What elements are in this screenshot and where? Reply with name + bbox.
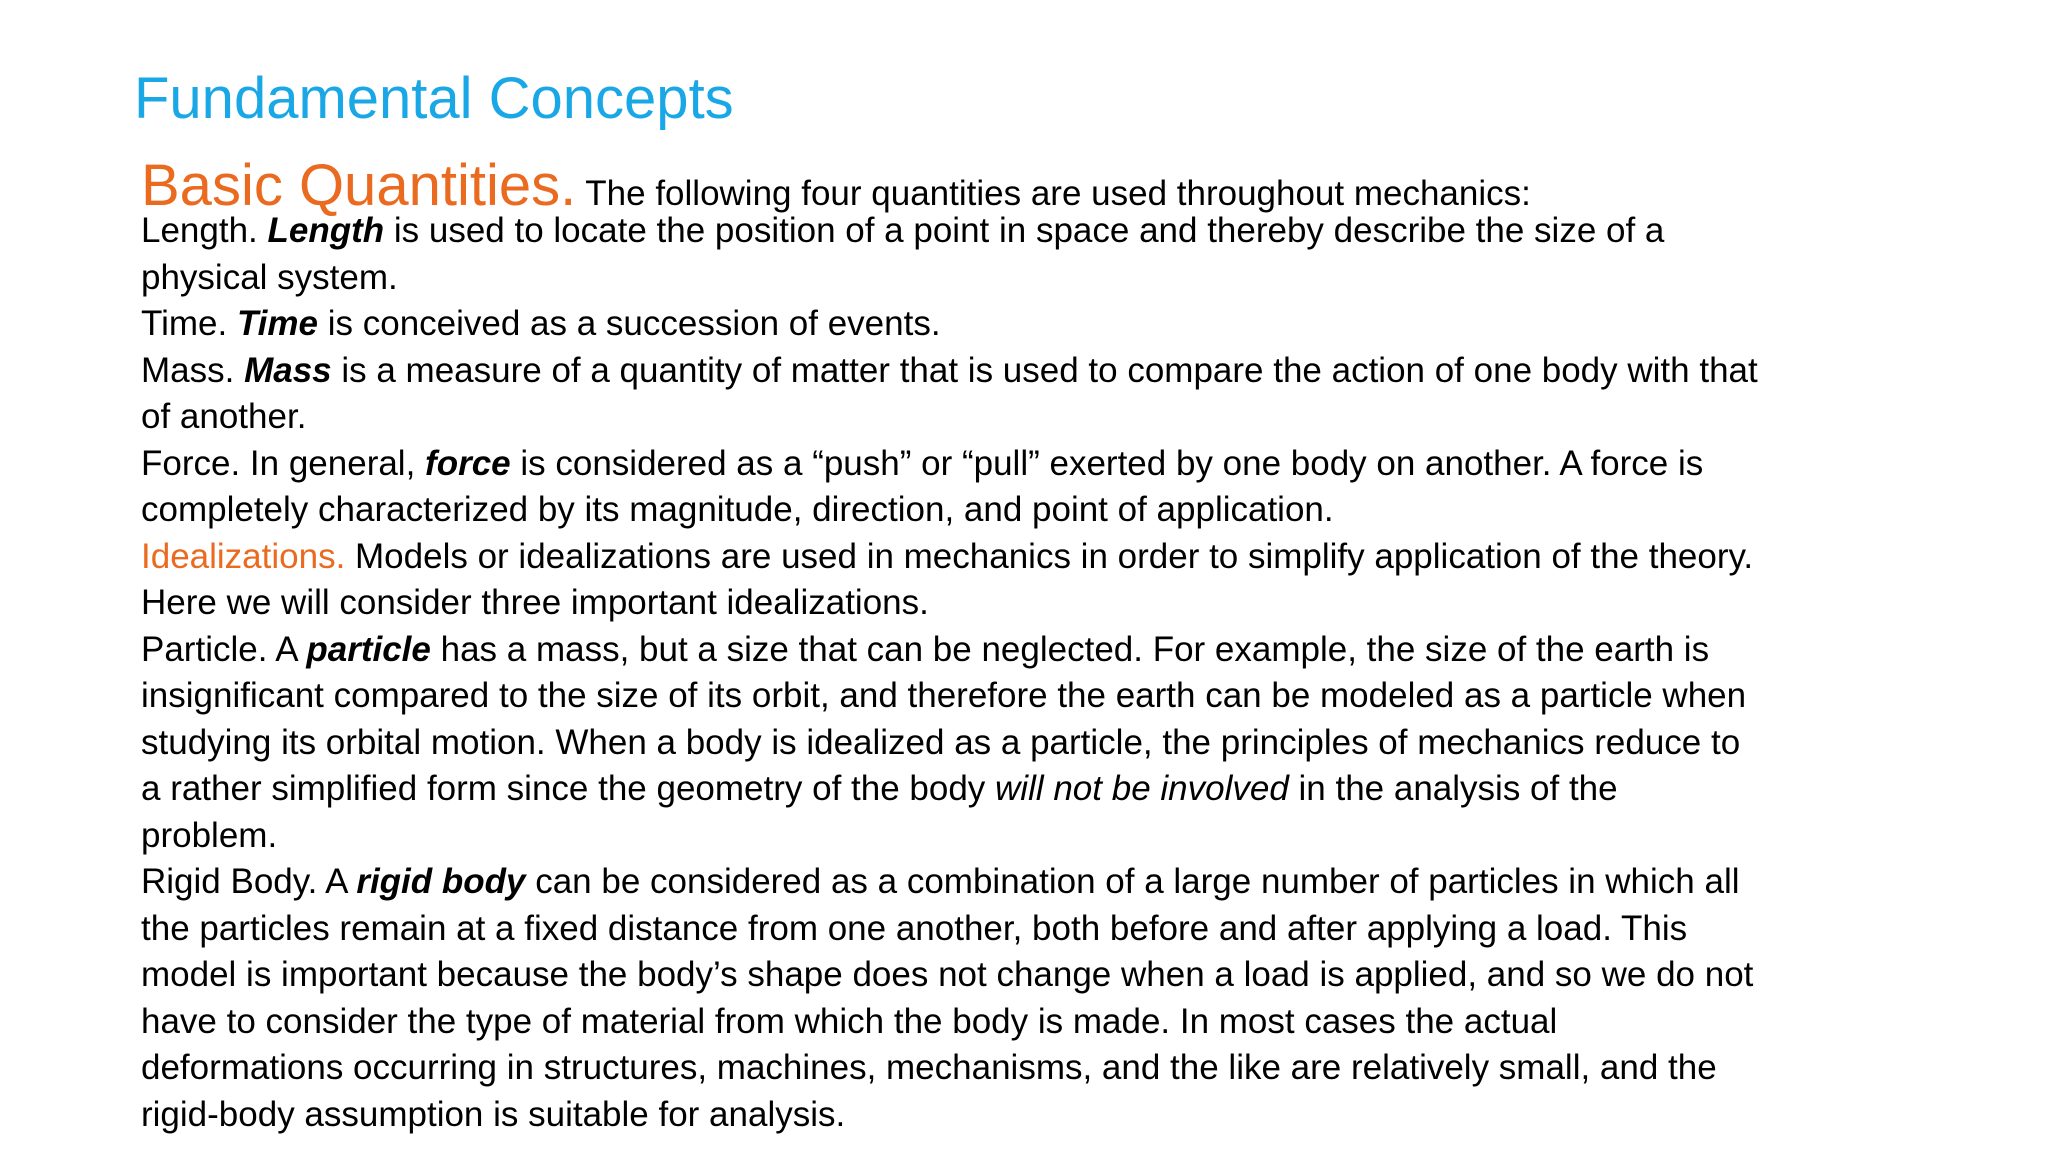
mass-line-1: [141, 348, 2021, 395]
idealizations-line-2: Here we will consider three important idealizations.: [141, 583, 929, 622]
length-label: Length.: [141, 211, 268, 250]
particle-term: particle: [306, 629, 431, 669]
rigid-line-5: deformations occurring in structures, machines, mechanisms, and the like are relatively small, and the: [141, 1048, 1717, 1087]
force-term: force: [425, 443, 511, 483]
mass-line-2: of another.: [141, 397, 307, 436]
particle-line-3: studying its orbital motion. When a body is idealized as a particle, the principles of mechanics reduce to: [141, 722, 1741, 762]
rigid-label: Rigid Body. A: [141, 862, 357, 901]
basic-quantities-line: [141, 153, 2021, 218]
force-text: is considered as a “push” or “pull” exerted by one body on another. A force is: [510, 443, 1704, 483]
particle-line-4-end: in the analysis of the: [1288, 769, 1618, 808]
time-term: Time: [236, 304, 318, 343]
mass-term: Mass: [244, 350, 332, 390]
rigid-line-1: [141, 859, 2021, 906]
idealizations-text: Models or idealizations are used in mechanics in order to simplify application of the theory.: [345, 536, 1754, 576]
rigid-text: can be considered as a combination of a large number of particles in which all: [525, 862, 1740, 901]
particle-italic-phrase: will not be involved: [995, 769, 1289, 808]
force-line-1: [141, 441, 2021, 488]
idealizations-heading: Idealizations.: [141, 536, 346, 576]
force-label: Force. In general,: [141, 443, 426, 483]
length-line-1: [141, 208, 2021, 255]
basic-quantities-intro: The following four quantities are used throughout mechanics:: [576, 174, 1531, 213]
idealizations-line-1: [141, 534, 2021, 581]
particle-text: has a mass, but a size that can be neglected. For example, the size of the earth is: [430, 629, 1710, 669]
time-label: Time.: [141, 304, 237, 343]
basic-quantities-heading: Basic Quantities.: [141, 153, 577, 218]
mass-label: Mass.: [141, 350, 245, 390]
particle-line-4-start: a rather simplified form since the geometry of the body: [141, 769, 996, 808]
length-text: is used to locate the position of a point in space and thereby describe the size of a: [384, 211, 1665, 250]
length-line-2: physical system.: [141, 257, 398, 297]
rigid-line-3: model is important because the body’s shape does not change when a load is applied, and so we do not: [141, 955, 1754, 994]
rigid-line-6: rigid-body assumption is suitable for analysis.: [141, 1094, 846, 1134]
mass-text: is a measure of a quantity of matter that is used to compare the action of one body with that: [331, 350, 1758, 390]
time-line: [141, 301, 2021, 348]
particle-line-5: problem.: [141, 815, 278, 855]
particle-line-4: [141, 766, 2021, 813]
length-term: Length: [267, 211, 385, 250]
rigid-term: rigid body: [356, 862, 526, 901]
rigid-line-2: the particles remain at a fixed distance from one another, both before and after applying a load. This: [141, 908, 1688, 948]
rigid-line-4: have to consider the type of material from which the body is made. In most cases the actual: [141, 1001, 1558, 1041]
force-line-2: completely characterized by its magnitude, direction, and point of application.: [141, 490, 1334, 529]
particle-line-1: [141, 627, 2021, 674]
slide-body: [141, 153, 2021, 1138]
particle-label: Particle. A: [141, 629, 307, 669]
time-text: is conceived as a succession of events.: [318, 304, 941, 343]
slide-title: Fundamental Concepts: [134, 66, 734, 131]
particle-line-2: insignificant compared to the size of its orbit, and therefore the earth can be modeled as a particle when: [141, 676, 1747, 715]
